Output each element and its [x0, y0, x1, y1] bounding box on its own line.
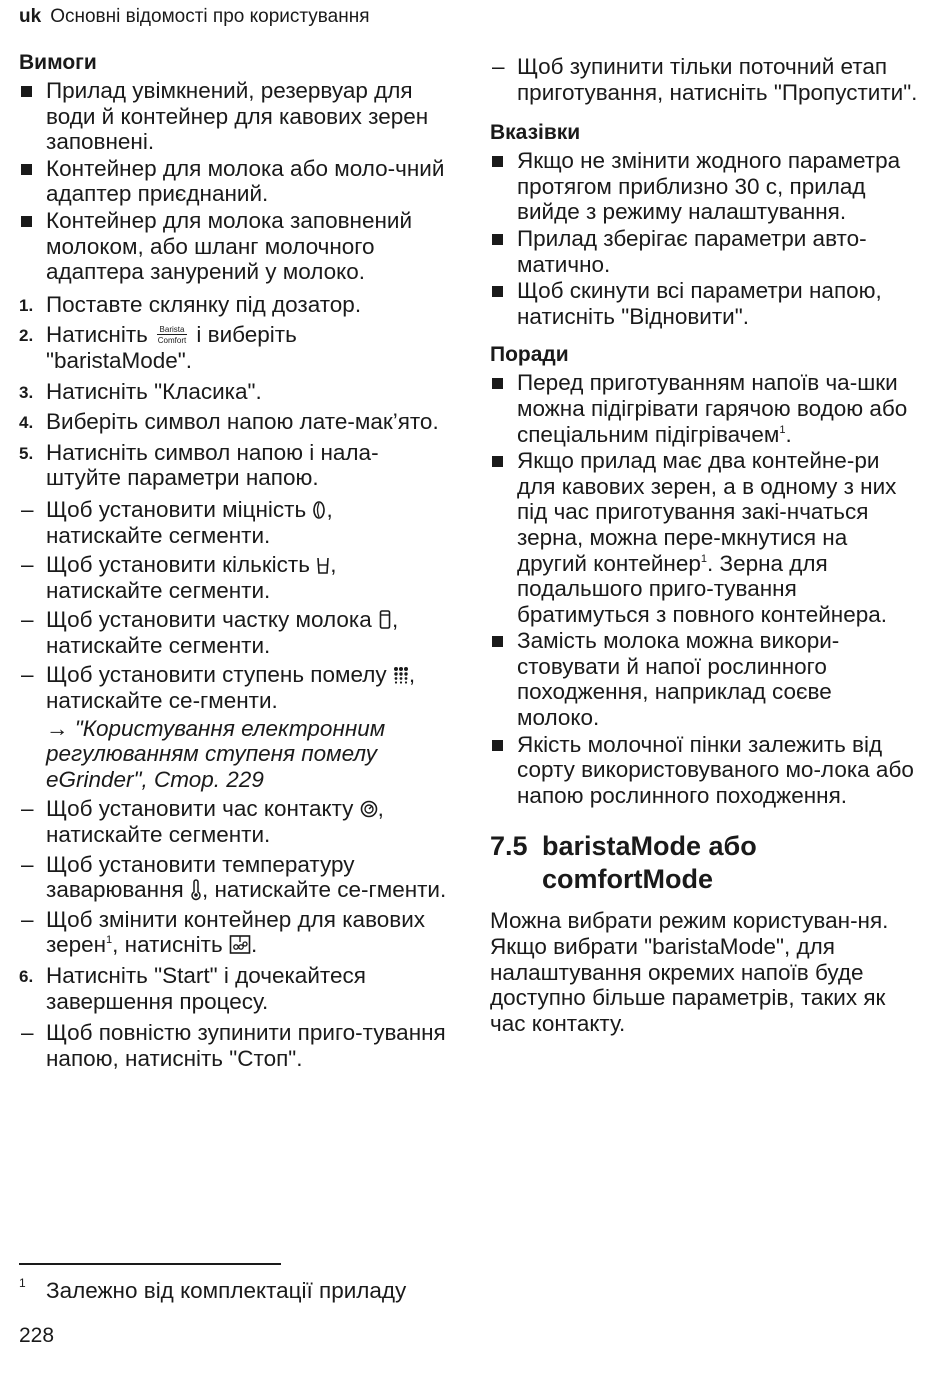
sub-text: Щоб установити ступень помелу	[46, 662, 387, 688]
sub-container	[19, 907, 449, 958]
contact-time-icon	[360, 798, 378, 820]
tips-heading: Поради	[490, 343, 569, 367]
footnote-ref: 1	[106, 934, 113, 947]
step-number: 5.	[19, 443, 34, 463]
strength-bean-icon	[312, 499, 326, 521]
tip-text: Якщо прилад має два контейне-ри для кавових зерен, а в одному з них під час приготування закі-нчаться зерна, можна пере-мкнутися на другий контейнер	[517, 448, 897, 576]
section-title: baristaMode або comfortMode	[542, 831, 757, 895]
notes-list	[490, 148, 920, 329]
right-column	[490, 54, 920, 1036]
sub-strength	[19, 497, 449, 548]
sub-amount	[19, 552, 449, 603]
section-heading	[490, 830, 920, 896]
grind-level-icon	[393, 664, 409, 686]
note-item: Щоб скинути всі параметри напою, натисніть "Відновити".	[490, 278, 920, 329]
step-6	[19, 963, 449, 1071]
requirements-heading: Вимоги	[19, 51, 97, 74]
sub-milk	[19, 607, 449, 658]
step-text: і виберіть "baristaMode".	[46, 322, 297, 373]
step-number: 4.	[19, 413, 34, 433]
step-text: Натисніть "Start" і дочекайтеся завершення процесу.	[46, 963, 366, 1014]
sub-contact	[19, 796, 449, 847]
sub-skip: – Щоб зупинити тільки поточний етап приготування, натисніть "Пропустити".	[490, 54, 920, 105]
sub-text: , натискайте се-гменти.	[46, 662, 416, 714]
tip-item: Якість молочної пінки залежить від сорту використовуваного мо-лока або напою рослинного походження.	[490, 732, 920, 809]
sub-text: Щоб установити міцність	[46, 496, 307, 522]
step-5	[19, 440, 449, 958]
tip-text: Перед приготуванням напоїв ча-шки можна підігрівати гарячою водою або спеціальним підігрівачем	[517, 370, 908, 447]
continued-sublist	[490, 54, 920, 105]
requirement-item: Прилад увімкнений, резервуар для води й контейнер для кавових зерен заповнені.	[19, 78, 449, 155]
note-item: Якщо не змінити жодного параметра протягом приблизно 30 с, прилад вийде з режиму налаштування.	[490, 148, 920, 225]
section-number: 7.5	[490, 831, 528, 862]
cup-size-icon	[316, 554, 330, 576]
step-5-sublist	[19, 497, 449, 958]
comfort-label: Comfort	[157, 336, 187, 346]
sub-stop: – Щоб повністю зупинити приго-тування напою, натисніть "Стоп".	[19, 1020, 449, 1071]
header-title: Основні відомості про користування	[50, 6, 370, 27]
milk-ratio-icon	[378, 609, 392, 631]
footnote-text: Залежно від комплектації приладу	[46, 1278, 407, 1303]
step-text: Виберіть символ напою лате-мак’ято.	[46, 409, 439, 435]
barista-label: Barista	[159, 325, 185, 335]
step-number: 1.	[19, 295, 34, 315]
left-column	[19, 50, 449, 1071]
step-4	[19, 409, 449, 435]
sub-text: , натискайте сегменти.	[46, 607, 399, 658]
sub-text: , натискайте сегменти.	[46, 552, 337, 603]
step-6-sublist	[19, 1020, 449, 1071]
step-text: Поставте склянку під дозатор.	[46, 291, 362, 317]
sub-text: , натисніть	[112, 932, 223, 958]
note-item: Прилад зберігає параметри авто-матично.	[490, 226, 920, 277]
sub-text: , натискайте сегменти.	[46, 496, 333, 548]
sub-text: Щоб установити частку молока	[46, 607, 372, 633]
step-text: Натисніть	[46, 322, 148, 348]
thermometer-icon	[190, 879, 202, 901]
sub-text: Щоб змінити контейнер для кавових зерен	[46, 906, 426, 958]
tip-item	[490, 370, 920, 447]
tips-list	[490, 370, 920, 808]
step-number: 3.	[19, 382, 34, 402]
sub-grind	[19, 662, 449, 792]
sub-text: Щоб установити кількість	[46, 552, 310, 578]
barista-comfort-icon	[154, 324, 190, 346]
step-1	[19, 292, 449, 318]
sub-text: Щоб установити температуру заварювання	[46, 851, 355, 903]
footnote-divider	[19, 1263, 281, 1265]
tip-item: Замість молока можна викори-стовувати й напої рослинного походження, наприклад соєве молоко.	[490, 628, 920, 730]
sub-temperature	[19, 852, 449, 903]
section-paragraph: Можна вибрати режим користуван-ня.	[490, 908, 889, 934]
footnote-ref: 1	[779, 423, 786, 436]
tip-text: .	[785, 421, 792, 447]
sub-text: , натискайте сегменти.	[46, 796, 384, 848]
notes-heading: Вказівки	[490, 121, 581, 145]
step-3	[19, 379, 449, 405]
step-text: Натисніть символ напою і нала-штуйте параметри напою.	[46, 439, 379, 491]
page-header	[19, 6, 370, 28]
steps-list	[19, 292, 449, 1072]
bean-container-icon	[229, 934, 251, 956]
requirement-item: Контейнер для молока або моло-чний адаптер приєднаний.	[19, 156, 449, 207]
sub-text: Щоб установити час контакту	[46, 796, 354, 822]
sub-text: .	[250, 932, 258, 958]
tip-text: . Зерна для подальшого приго-тування братимуться з повного контейнера.	[517, 550, 887, 627]
step-number: 6.	[19, 967, 34, 986]
step-text: Натисніть "Класика".	[46, 378, 262, 404]
page-number: 228	[19, 1324, 55, 1347]
requirements-list	[19, 78, 449, 285]
requirement-item: Контейнер для молока заповнений молоком, або шланг молочного адаптера занурений у молоко.	[19, 208, 449, 285]
footnote-ref: 1	[700, 552, 707, 565]
tip-item	[490, 448, 920, 627]
step-2	[19, 322, 449, 373]
footnote-mark: 1	[19, 1276, 26, 1290]
footnote	[19, 1278, 406, 1304]
cross-reference-link[interactable]: → "Користування електронним регулюванням ступеня помелу eGrinder", Стор. 229	[46, 715, 386, 792]
sub-text: , натискайте се-гменти.	[201, 877, 447, 903]
language-code: uk	[19, 6, 42, 27]
section-paragraph: Якщо вибрати "baristaMode", для налаштування окремих напоїв буде доступно більше параметрів, таких як час контакту.	[490, 934, 886, 1036]
step-number: 2.	[19, 326, 34, 346]
